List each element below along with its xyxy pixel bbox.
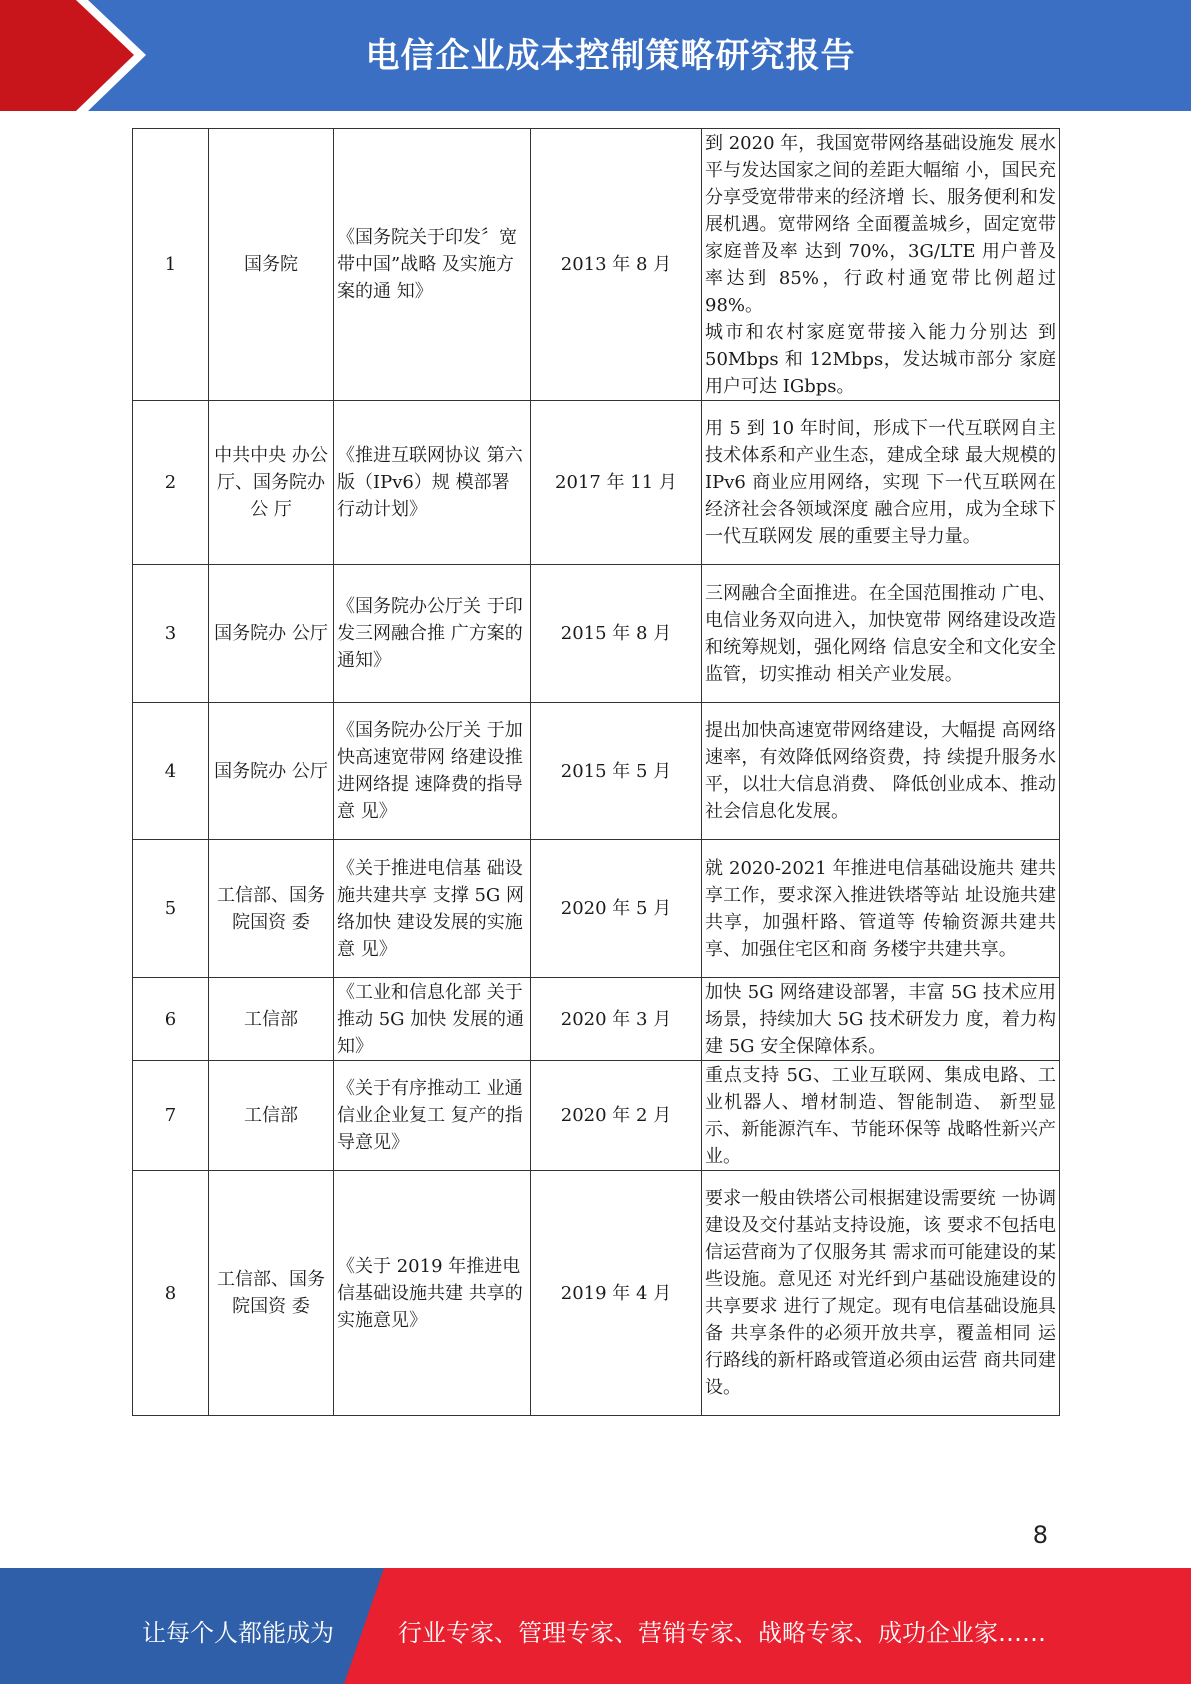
policy-content-cell (702, 401, 1060, 565)
policy-content-paragraph: 重点支持 5G、工业互联网、集成电路、工业机器人、增材制造、智能制造、 新型显示、新能源汽车、节能环保等 战略性新兴产业。 (705, 1064, 1056, 1167)
table-row (133, 1061, 1060, 1171)
row-number-cell: 8 (133, 1171, 209, 1416)
issue-date-cell: 2017 年 11 月 (531, 401, 702, 565)
document-title-cell: 《推进互联网协议 第六版（IPv6）规 模部署行动计划》 (334, 401, 531, 565)
policy-content-paragraph: 就 2020-2021 年推进电信基础设施共 建共享工作，要求深入推进铁塔等站 址设施共建共享，加强杆路、管道等 传输资源共建共享、加强住宅区和商 务楼宇共建共享。 (705, 857, 1056, 960)
policy-content-cell (702, 129, 1060, 401)
footer-banner (0, 1568, 1191, 1684)
policy-content-paragraph: 三网融合全面推进。在全国范围推动 广电、电信业务双向进入，加快宽带 网络建设改造和统筹规划，强化网络 信息安全和文化安全监管，切实推动 相关产业发展。 (705, 582, 1056, 685)
table-row (133, 129, 1060, 401)
table-row (133, 565, 1060, 703)
document-title-cell: 《关于 2019 年推进电信基础设施共建 共享的实施意见》 (334, 1171, 531, 1416)
table-row (133, 703, 1060, 840)
page-title: 电信企业成本控制策略研究报告 (365, 36, 856, 76)
document-title-cell: 《国务院办公厅关 于印发三网融合推 广方案的通知》 (334, 565, 531, 703)
policy-content-cell (702, 978, 1060, 1061)
table-row (133, 401, 1060, 565)
issue-date-cell: 2015 年 8 月 (531, 565, 702, 703)
issue-date-cell: 2019 年 4 月 (531, 1171, 702, 1416)
row-number-cell: 6 (133, 978, 209, 1061)
policy-content-paragraph: 要求一般由铁塔公司根据建设需要统 一协调建设及交付基站支持设施，该 要求不包括电信运营商为了仅服务其 需求而可能建设的某些设施。意见还 对光纤到户基础设施建设的共享要求 进行了规定。现有电信基础设施具备 共享条件的必须开放共享，覆盖相同 运行路线的新杆路或管道必须由运营 商共同建设。 (705, 1188, 1056, 1398)
row-number-cell: 4 (133, 703, 209, 840)
issuing-department-cell: 国务院办 公厅 (209, 565, 334, 703)
document-title-cell: 《关于有序推动工 业通信业企业复工 复产的指导意见》 (334, 1061, 531, 1171)
row-number-cell: 3 (133, 565, 209, 703)
policy-content-cell (702, 1171, 1060, 1416)
issuing-department-cell: 中共中央 办公厅、国务院办公 厅 (209, 401, 334, 565)
header-banner (0, 0, 1191, 111)
policy-content-cell (702, 565, 1060, 703)
document-title-cell: 《工业和信息化部 关于推动 5G 加快 发展的通知》 (334, 978, 531, 1061)
row-number-cell: 2 (133, 401, 209, 565)
policy-table (132, 128, 1060, 1416)
issue-date-cell: 2020 年 5 月 (531, 840, 702, 978)
row-number-cell: 5 (133, 840, 209, 978)
table-row (133, 978, 1060, 1061)
policy-content-paragraph: 到 2020 年，我国宽带网络基础设施发 展水平与发达国家之间的差距大幅缩 小，国民充分享受宽带带来的经济增 长、服务便利和发展机遇。宽带网络 全面覆盖城乡，固定宽带家庭普及率 达到 70%，3G/LTE 用户普及率达到 85%，行政村通宽带比例超过 98%。 (705, 132, 1056, 316)
policy-content-paragraph: 提出加快高速宽带网络建设，大幅提 高网络速率，有效降低网络资费，持 续提升服务水平，以壮大信息消费、 降低创业成本、推动社会信息化发展。 (705, 720, 1056, 822)
issue-date-cell: 2013 年 8 月 (531, 129, 702, 401)
row-number-cell: 1 (133, 129, 209, 401)
issuing-department-cell: 工信部、国务院国资 委 (209, 1171, 334, 1416)
policy-content-cell (702, 1061, 1060, 1171)
issuing-department-cell: 工信部、国务院国资 委 (209, 840, 334, 978)
issuing-department-cell: 工信部 (209, 1061, 334, 1171)
table-row (133, 1171, 1060, 1416)
document-title-cell: 《国务院关于印发〞宽带中国”战略 及实施方案的通 知》 (334, 129, 531, 401)
issue-date-cell: 2015 年 5 月 (531, 703, 702, 840)
policy-content-cell (702, 703, 1060, 840)
footer-slogan-left: 让每个人都能成为 (142, 1619, 334, 1647)
page-number: 8 (1032, 1521, 1048, 1549)
policy-content-paragraph: 城市和农村家庭宽带接入能力分别达 到 50Mbps 和 12Mbps，发达城市部分 家庭用户可达 IGbps。 (705, 321, 1056, 397)
document-title-cell: 《国务院办公厅关 于加快高速宽带网 络建设推进网络提 速降费的指导意 见》 (334, 703, 531, 840)
issuing-department-cell: 工信部 (209, 978, 334, 1061)
issuing-department-cell: 国务院 (209, 129, 334, 401)
issuing-department-cell: 国务院办 公厅 (209, 703, 334, 840)
issue-date-cell: 2020 年 3 月 (531, 978, 702, 1061)
document-title-cell: 《关于推进电信基 础设施共建共享 支撑 5G 网络加快 建设发展的实施意 见》 (334, 840, 531, 978)
table-row (133, 840, 1060, 978)
policy-content-paragraph: 加快 5G 网络建设部署，丰富 5G 技术应用场景，持续加大 5G 技术研发力 度，着力构建 5G 安全保障体系。 (705, 981, 1056, 1057)
issue-date-cell: 2020 年 2 月 (531, 1061, 702, 1171)
footer-slogan-right: 行业专家、管理专家、营销专家、战略专家、成功企业家…… (398, 1619, 1046, 1647)
policy-content-cell (702, 840, 1060, 978)
policy-content-paragraph: 用 5 到 10 年时间，形成下一代互联网自主技术体系和产业生态，建成全球 最大规模的 IPv6 商业应用网络，实现 下一代互联网在经济社会各领域深度 融合应用，成为全球下一代互联网发 展的重要主导力量。 (705, 418, 1056, 547)
row-number-cell: 7 (133, 1061, 209, 1171)
